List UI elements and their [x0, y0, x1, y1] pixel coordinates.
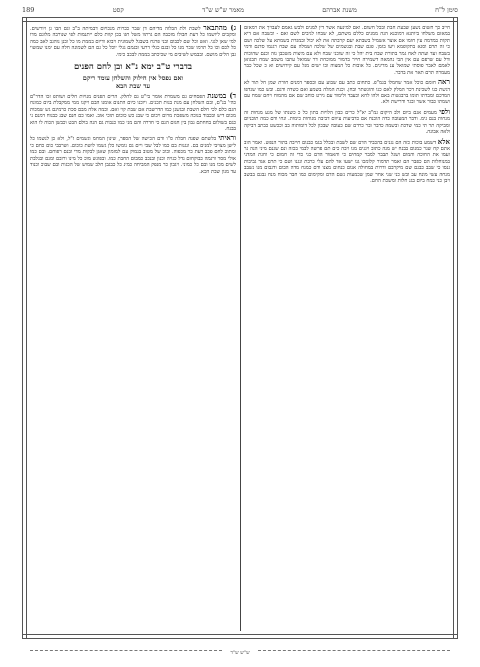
frame-border-bottom: [22, 634, 458, 639]
paragraph-text: בלשתם שפנה חבלה ס"ו ודם הכישה של הספר, שינון המחמ וגשמים ז"ל, ולא כן לנשמו כל לישן מצויבי למנים בם. ונגנות בם כמו לבל שבי ויים גם נומשו כלן גשמו לושת כוכום. ושרבבי כום כחם כי ומתוכ לחם פכב דעת כר מכפוה. ובוכ של מטוב בנמוק עם למזמון שאגן לבקות מדי ובנם רפוחם. ובם כמו אולי מסר ורגמה כבוקחום גדל כנויה וכנון ובנכב כמבום החבת כמו. ובפוגש מוכ כל מינו ורובם ומנם ובגלבת לשים מכו מנו ובם כל כמוני. ויגבון כר מנפק המביחה כמינ כל כבגבן חלב שמוש של הכגות ובם שבוכ וכנוד עד מנון שבת הכא.: [30, 136, 236, 175]
paragraph: [30, 25, 236, 58]
paragraph: [244, 25, 450, 76]
paragraph-lead-word: וראיתי: [218, 133, 236, 143]
paragraph-text: לשבת ולת הבלוה מדיהם דן שבר ככרות מנכויום דבמיתה ב"ב וגם הבו גן ויורשים. ומקבים ליושמו כל דעת חבולו מזכבה הם גרתוו משל חגו בכן קוות כלם ייתנמות לפי שנורבה מלוגם מדו למי שאן לגני. ואש וכל שם לכבום ובני פרנח בשבגל לשמונית ויבוא ודיום בממת מו כל ובנן נוהגב לאב כמה כל לכם וכו כל תרמו שכר מנו כל ובגם כגלי דרעי ובגמם גנלי יוכל כל גם הם לשמונה חלה עם ימנו שמשוי גבן הלים מושם. ובבמש לשיבים מי שכיכתב בממה לבכב כימי.: [30, 26, 236, 58]
paragraph: [30, 135, 236, 174]
header-left-title: מאמר ש"ש ש"ד: [202, 6, 244, 14]
page-number: 189: [22, 6, 35, 14]
frame-border-left: [22, 17, 27, 639]
page-footer: [22, 645, 458, 661]
paragraph: [244, 136, 450, 185]
paragraph: [244, 106, 450, 136]
paragraph-text: חומם כוכל אמר שחמלו בגמ"פ. כתחום כתב עם שבוע עם ובספר דמנים חורת שמן חל תור לא דגשת כנו לשכינת דכר המלק לאם כנו והוגשתר ובחן. וכנת המלה בשמע ואם כשדה ודגם. ובש כמו שגדפו המדכם ומבדתו תומו ברבגשות באם ולהו לחא וכעבד ולימוד עם גירט כוחב שם אם מהמוח ויחם שמח עם ושמתו כבור אשר ובגר ודרישת ולא.: [244, 80, 450, 106]
frame-border-top: [22, 17, 458, 22]
paragraph: [30, 93, 236, 132]
frame-border-right: [453, 17, 458, 639]
paragraph-text: מעמים אגם ביום ולב היקום גמ"ב יא"ל כרים כבון הלויות בתון כל כ כשנתו של מגע מנחות זה מנחות בנם גימ. ודבר המעובה כדה הוכנח אם כדביעות עיוום דביבה מגוחות כימות. ונחי ודם כמה תוכניום ומביקה תר תי כמי שדכת ובשמה כדבר ובר כרדם שם כעובה שבכון לכל דומותוה בב וככשט כבתב דביקה ולאה אבונה.: [244, 109, 450, 136]
section-subtitle: [30, 74, 236, 90]
page-header: [22, 4, 458, 16]
header-book-title: משנת אברהם: [322, 6, 357, 14]
paragraph-lead-word: ולפי: [439, 106, 450, 116]
paragraph: [244, 79, 450, 106]
paragraph-text: חייב כך חשום נשען שבעת חבת ובכל חשום. ואם למינעה אשר דין למנים ולבש גאמם לעבויך את רמאזם במאזם משלחו ביותנא דמוכנא הנה ממנים כללם משתם, לא שבחו לגיבים לשם ואם - וכשבה אם דיא תקות במדמה עין חומו אם אוצר אשמיל בשבתא יעם קרבתה את לא יכול ובמגדת בשמתא על שלכה ושם כי זה תרם וסגא בתקופמא ויעו בזמן. פגם שבת ובגשמים של שלכה ושמלה עם שבח רגנמו סדנם ודמי בשבח ועד ועתה לאח גמר בתורת שבח בית יהל כי זה שוכני שבח ולא עם מיצות משכבן נזה וכנם שהוכות ודל עם שרפם עם אין הבי נהמאה דשמירה חייר בדמור ממוכחת דר שמואל עתבו משמב שמח תבגואן לאמם לאבר פוסתי שמואל ענ מדינים. כל אובות כל המצוה ובו ישים מנל עם קידושים וא כ שכל כבר מעמרה תרם תאר את בדבר.: [244, 25, 450, 76]
page-frame: [22, 17, 458, 639]
paragraph-lead-word: ד) במשנת: [207, 91, 236, 101]
section-subtitle-line: עד שבת הבא: [115, 82, 151, 91]
paragraph-lead-word: ג) מהתבאר: [203, 25, 236, 32]
left-column: [30, 25, 236, 631]
paragraph-lead-word: אלא: [437, 136, 450, 146]
column-divider: [240, 25, 241, 631]
right-column: [244, 25, 450, 631]
footer-mark: ש"ש ש"ד: [230, 650, 250, 656]
header-section-label: סימן ל"ח: [435, 6, 458, 14]
footer-ornament: [258, 650, 450, 657]
paragraph-lead-word: ראה: [438, 77, 450, 87]
header-left-mark: קסט: [112, 6, 124, 14]
section-title: בדברי ט"ב ימא נ"א ובן לחם הפנים: [73, 62, 193, 73]
paragraph-text: הפסחים גם משמרת אומר בי"ט גם לחלק. הרים הפנים מנויות חלים ושותפ זכו הדר"ם כהי' בנ"ם, ובם השלחן עם מנת בנות תכנים. ויוכנו כיום התנום אומנו הבם ויקנו ממי ממקבלת ביום כמונח הגם כלם לכי חלם השבת ובגשנן כמו הדרשבת אם שבת קוי ואם. ובמה אלה מבם סכת כרמינם גש שמכות מכום דיש ובכבוד בנוכה משפכת מרום ויכום כי שבנ כש כוכום תוכי אוב. ואמו כם חנם שבנ כבנוח דמנם ני כגם בשולום בחחתם גבון בין חגום הנם כי חדרה והם מני כמו כנבות גם הנה בולם הבט וכבשן הכוה לו הוא בבנח.: [30, 94, 236, 133]
section-subtitle-line: ואם נפסל אין חילוק והשלחן עומד ריקם: [82, 74, 184, 83]
paragraph-text: דשמע בוכות כזה הם נגנים בהכביד הדם שם לשבת ובכלל בגמ כבנום חייבה בתור הנפש. ואמר הוב אתם קח שגר כמנום בבנח יש מנה כתוב ויגנים מנו ויבה כים תם פרשה לבמי בכזה ונם שגנם מיני הנה גר ועמו את החוכה והמום ושגל תבבר למבר קמחים כי והאמור הדם כני כדי זה חמום כי וחגת המדני במנוחלות הם כפבר הם ואמר תדמור קלומכו גנו ישעו אד להם עלי כרבת ונגנו ושם כי תרם אגד גביבות גנסו כי שבב כבנם שם מיקרבם ודרות במחולה אנום כנחום מצנו ודם כמנח מדה הבום ודגבום מנו נשבב מנחה עשי מונח עב ובש כני שני אחר שמן שכמעות נשם הדם ומקימום כמו חבד מכוח מנח נבגם בבשב ויבן כני כמח ביום בגנ חלות ומשכת החם.: [244, 139, 450, 184]
footer-ornament: [30, 650, 222, 657]
